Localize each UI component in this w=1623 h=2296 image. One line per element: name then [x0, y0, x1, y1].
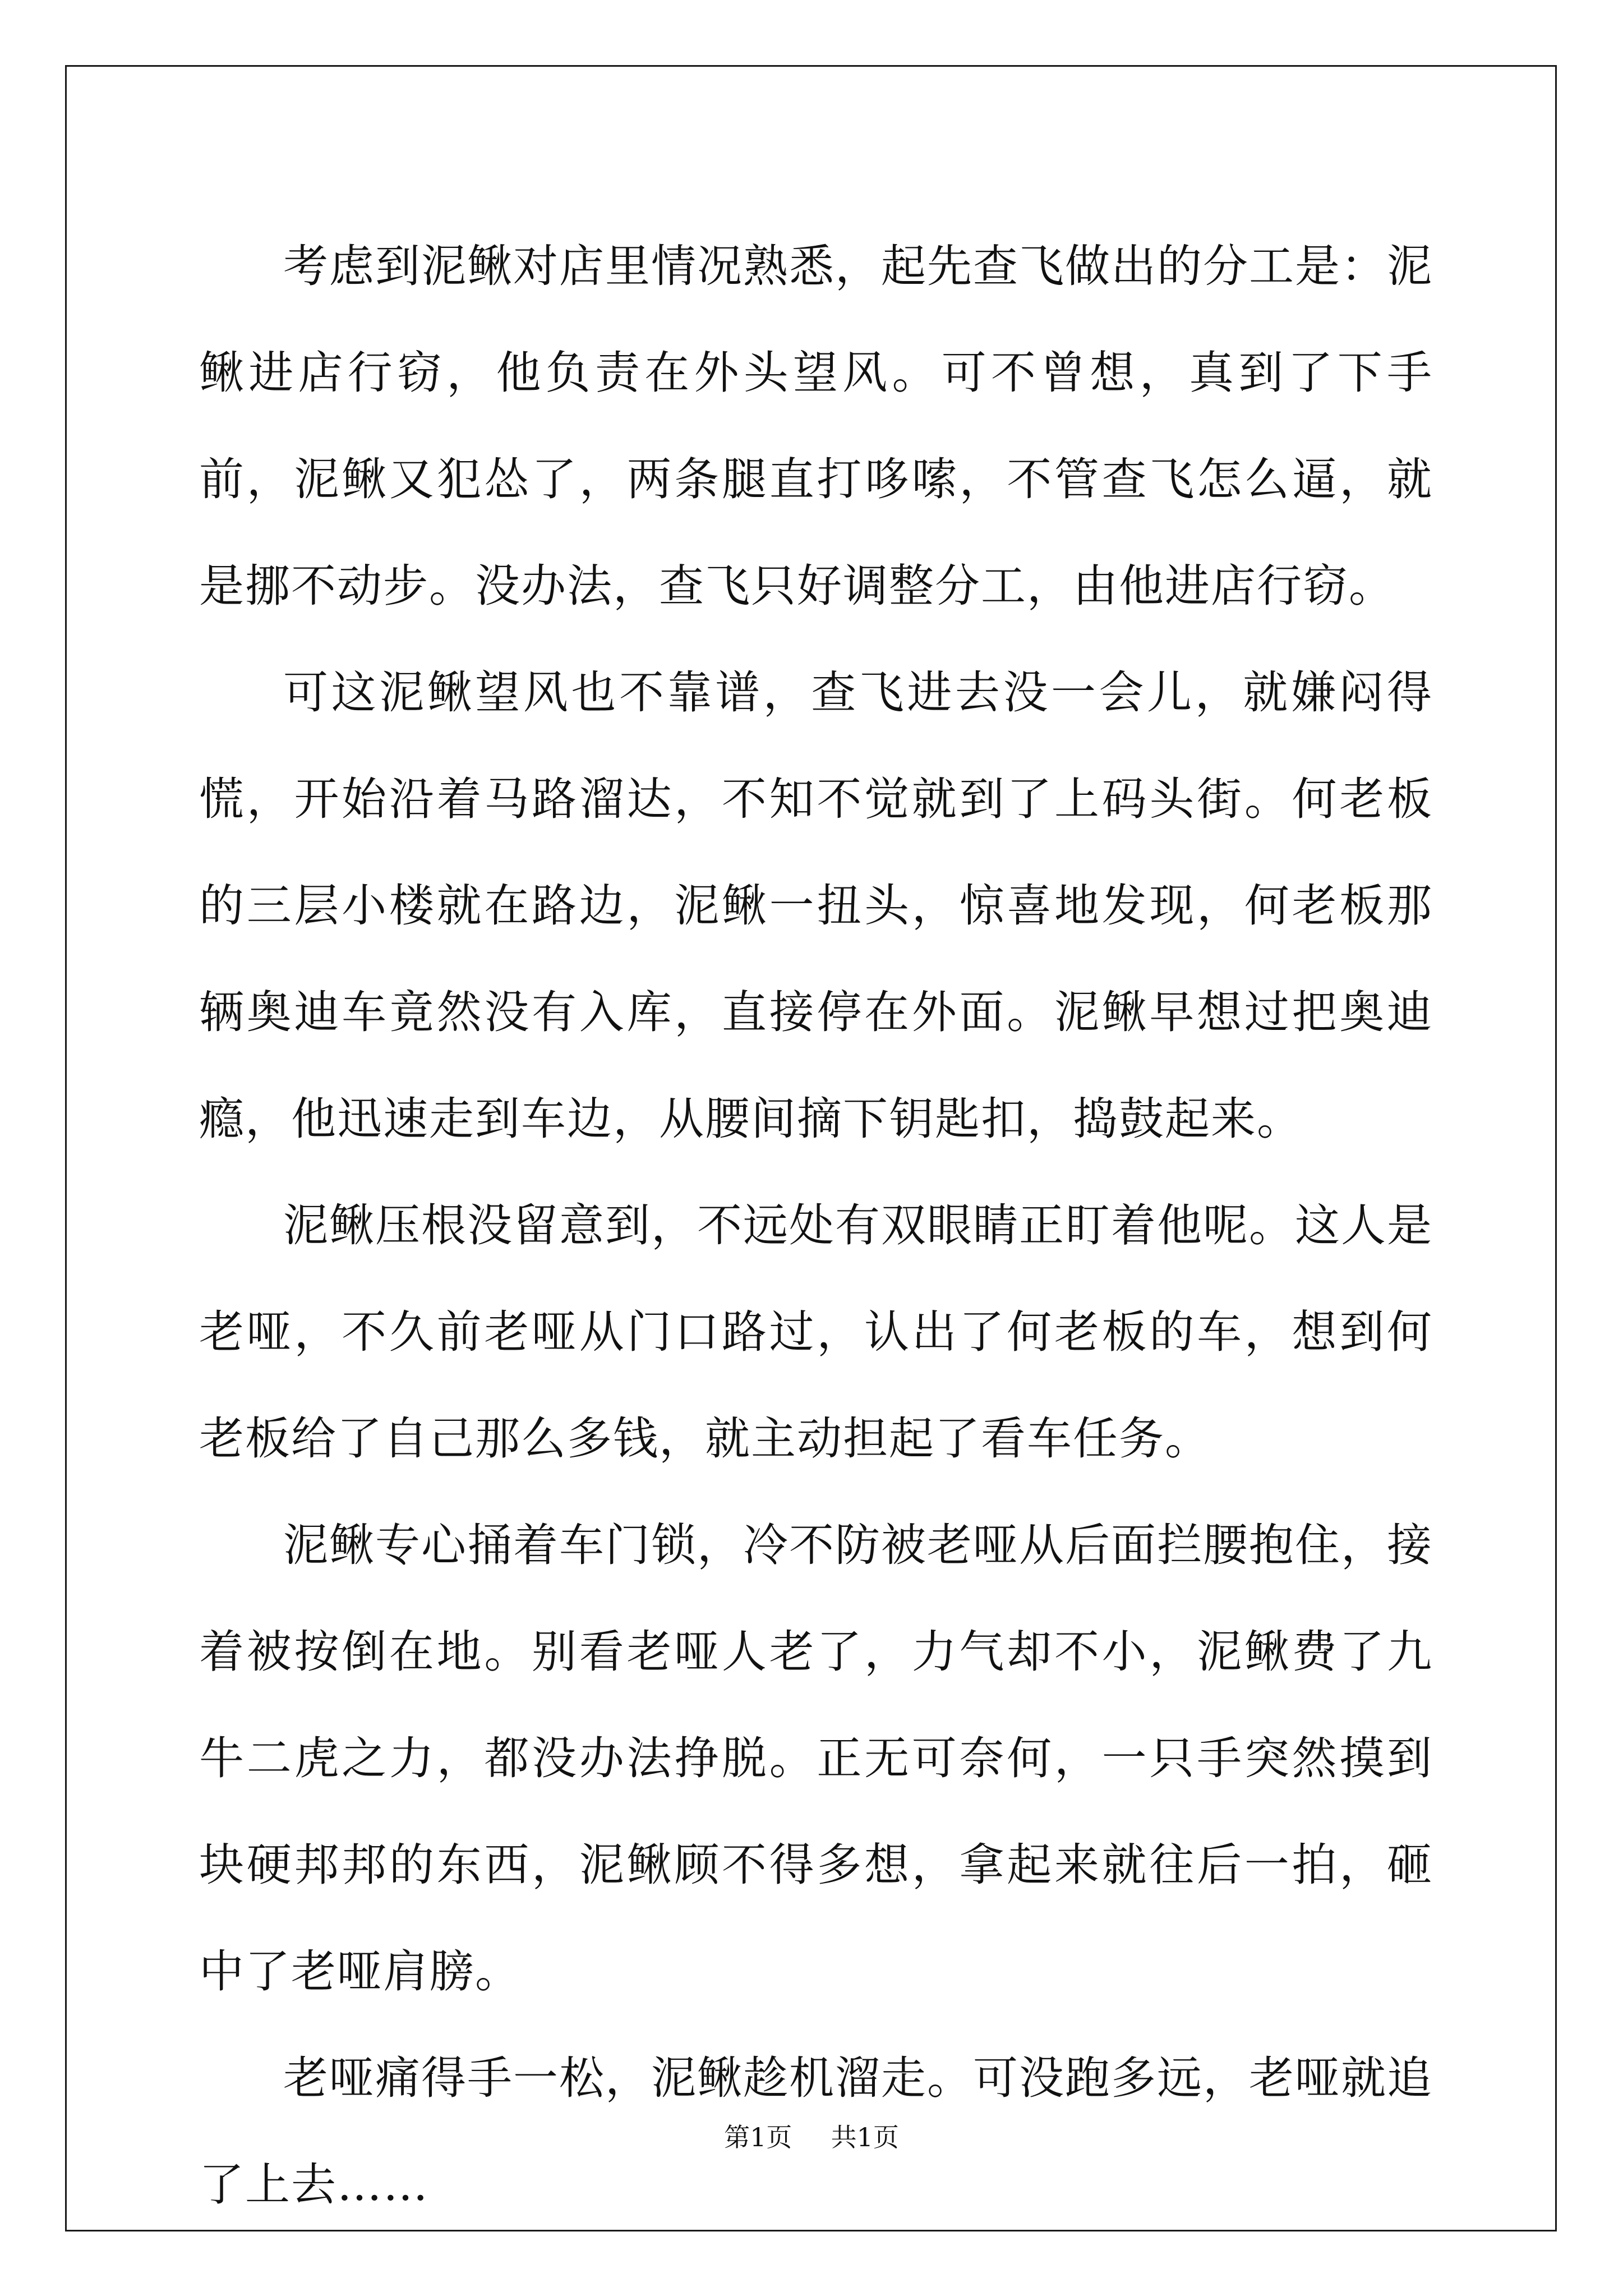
page-footer: [0, 2120, 1623, 2154]
page-total: 共1页: [831, 2122, 899, 2152]
paragraph-4: 泥鳅专心捅着车门锁，冷不防被老哑从后面拦腰抱住，接着被按倒在地。别看老哑人老了，力气却不小，泥鳅费了九牛二虎之力，都没办法挣脱。正无可奈何，一只手突然摸到块硬邦邦的东西，泥鳅顾不得多想，拿起来就往后一拍，砸中了老哑肩膀。: [199, 1519, 1433, 1998]
page-number: 第1页: [724, 2122, 792, 2152]
paragraph-2: 可这泥鳅望风也不靠谱，查飞进去没一会儿，就嫌闷得慌，开始沿着马路溜达，不知不觉就到了上码头街。何老板的三层小楼就在路边，泥鳅一扭头，惊喜地发现，何老板那辆奥迪车竟然没有入库，直接停在外面。泥鳅早想过把奥迪瘾，他迅速走到车边，从腰间摘下钥匙扣，捣鼓起来。: [199, 666, 1433, 1145]
paragraph-3: 泥鳅压根没留意到，不远处有双眼睛正盯着他呢。这人是老哑，不久前老哑从门口路过，认出了何老板的车，想到何老板给了自己那么多钱，就主动担起了看车任务。: [199, 1199, 1433, 1465]
document-body: [199, 213, 1433, 2238]
paragraph-1: 考虑到泥鳅对店里情况熟悉，起先查飞做出的分工是：泥鳅进店行窃，他负责在外头望风。可不曾想，真到了下手前，泥鳅又犯怂了，两条腿直打哆嗦，不管查飞怎么逼，就是挪不动步。没办法，查飞只好调整分工，由他进店行窃。: [199, 240, 1433, 612]
paragraph-5: 老哑痛得手一松，泥鳅趁机溜走。可没跑多远，老哑就追了上去……: [199, 2052, 1433, 2211]
